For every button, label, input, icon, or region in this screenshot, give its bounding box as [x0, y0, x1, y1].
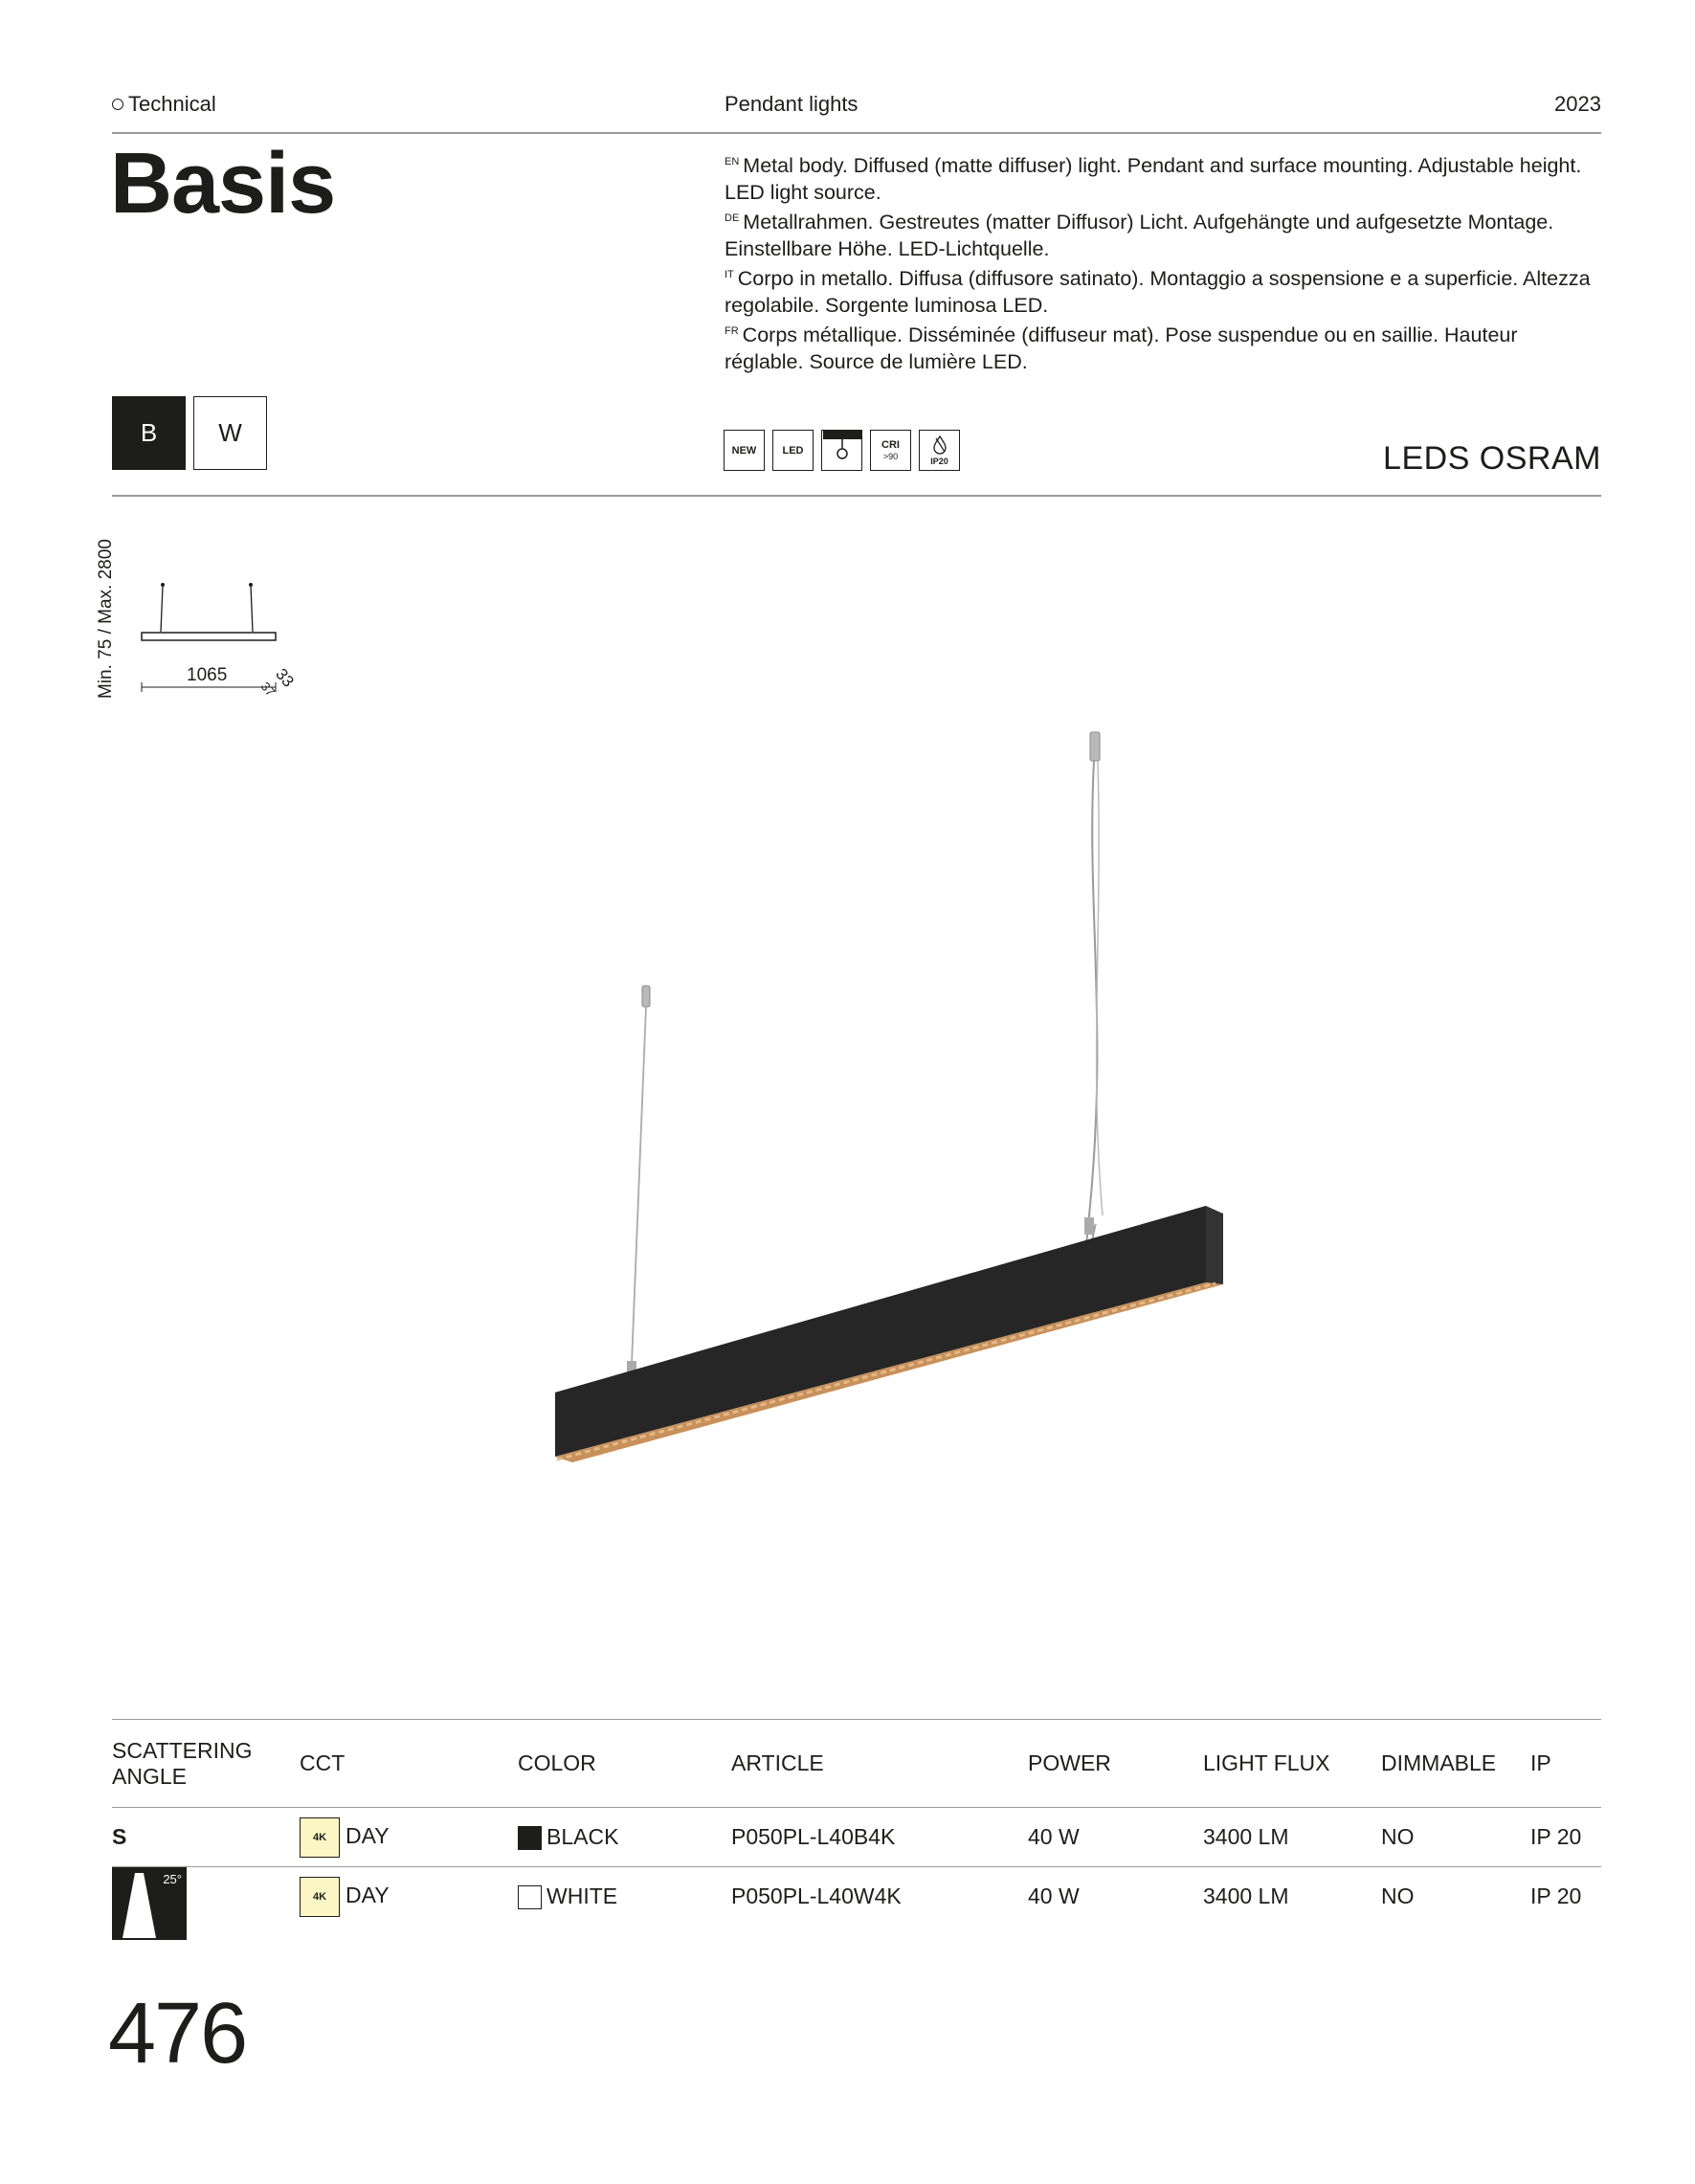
header-ip: IP — [1530, 1720, 1601, 1808]
flux-cell: 3400 LM — [1203, 1883, 1289, 1909]
header-cct: CCT — [300, 1720, 518, 1808]
height-dimension: Min. 75 / Max. 2800 — [96, 539, 116, 699]
circle-icon — [112, 99, 123, 110]
color-swatch — [518, 1885, 542, 1909]
cct-cell: 4K DAY — [300, 1808, 518, 1867]
product-description — [725, 149, 1595, 375]
description-it: $^{IT}$ Corpo in metallo. Diffusa (diffusore satinato). Montaggio a sospensione e a superficie. Altezza regolabile. Sorgente luminosa LED. — [725, 267, 1591, 317]
header-divider — [112, 132, 1601, 134]
article-cell: P050PL-L40B4K — [731, 1808, 1028, 1867]
color-cell: BLACK — [518, 1808, 731, 1867]
table-row — [112, 1808, 1601, 1867]
category-label: Pendant lights — [725, 92, 859, 116]
product-image — [536, 718, 1263, 1474]
description-fr: $^{FR}$ Corps métallique. Disséminée (diffuseur mat). Pose suspendue ou en saillie. Hauteur réglable. Source de lumière LED. — [725, 323, 1518, 373]
header-flux: LIGHT FLUX — [1203, 1720, 1381, 1808]
cri-icon: CRI >90 — [870, 430, 911, 471]
product-title: Basis — [110, 136, 336, 232]
page-number: 476 — [108, 1986, 247, 2082]
year-label: 2023 — [1554, 92, 1601, 116]
cct-badge: 4K — [300, 1817, 340, 1858]
scattering-label: S — [112, 1808, 300, 1867]
description-en: $^{EN}$ Metal body. Diffused (matte diffuser) light. Pendant and surface mounting. Adjustable height. LED light source. — [725, 154, 1582, 204]
power-cell: 40 W — [1028, 1883, 1080, 1909]
cct-cell: 4K DAY — [300, 1867, 518, 1927]
section-text: Technical — [128, 92, 216, 116]
description-de: $^{DE}$ Metallrahmen. Gestreutes (matter Diffusor) Licht. Aufgehängte und aufgesetzte Montage. Einstellbare Höhe. LED-Lichtquelle. — [725, 211, 1554, 260]
header-power: POWER — [1028, 1720, 1203, 1808]
ip-cell: IP 20 — [1530, 1883, 1582, 1909]
pendant-mount-icon — [821, 430, 862, 471]
specs-header-row — [112, 1720, 1601, 1808]
width-dimension: 1065 — [187, 665, 228, 685]
specs-table — [112, 1719, 1601, 1927]
dimmable-cell: NO — [1381, 1808, 1530, 1867]
beam-angle-icon — [112, 1867, 187, 1940]
table-row — [112, 1867, 1601, 1927]
color-cell: WHITE — [518, 1867, 731, 1927]
depth-dimension: 33 37 — [257, 664, 298, 700]
power-cell: 40 W — [1028, 1808, 1203, 1867]
led-icon: LED — [772, 430, 814, 471]
section-label — [112, 92, 216, 117]
article-cell: P050PL-L40W4K — [731, 1883, 902, 1909]
beam-angle-label: 25° — [163, 1872, 182, 1886]
section-divider — [112, 495, 1601, 497]
header-article: ARTICLE — [731, 1720, 1028, 1808]
new-icon: NEW — [724, 430, 765, 471]
feature-icons — [724, 430, 960, 471]
water-drop-icon: IP20 — [919, 430, 960, 471]
finish-black-swatch: B — [112, 396, 186, 470]
color-swatch — [518, 1826, 542, 1850]
cct-badge: 4K — [300, 1877, 340, 1917]
header-dimmable: DIMMABLE — [1381, 1720, 1530, 1808]
brand-label: LEDS OSRAM — [1383, 440, 1601, 477]
finish-white-swatch: W — [193, 396, 267, 470]
ip-cell: IP 20 — [1530, 1808, 1601, 1867]
flux-cell: 3400 LM — [1203, 1808, 1381, 1867]
dimmable-cell: NO — [1381, 1883, 1415, 1909]
header-scattering: SCATTERING ANGLE — [112, 1720, 300, 1808]
header-color: COLOR — [518, 1720, 731, 1808]
